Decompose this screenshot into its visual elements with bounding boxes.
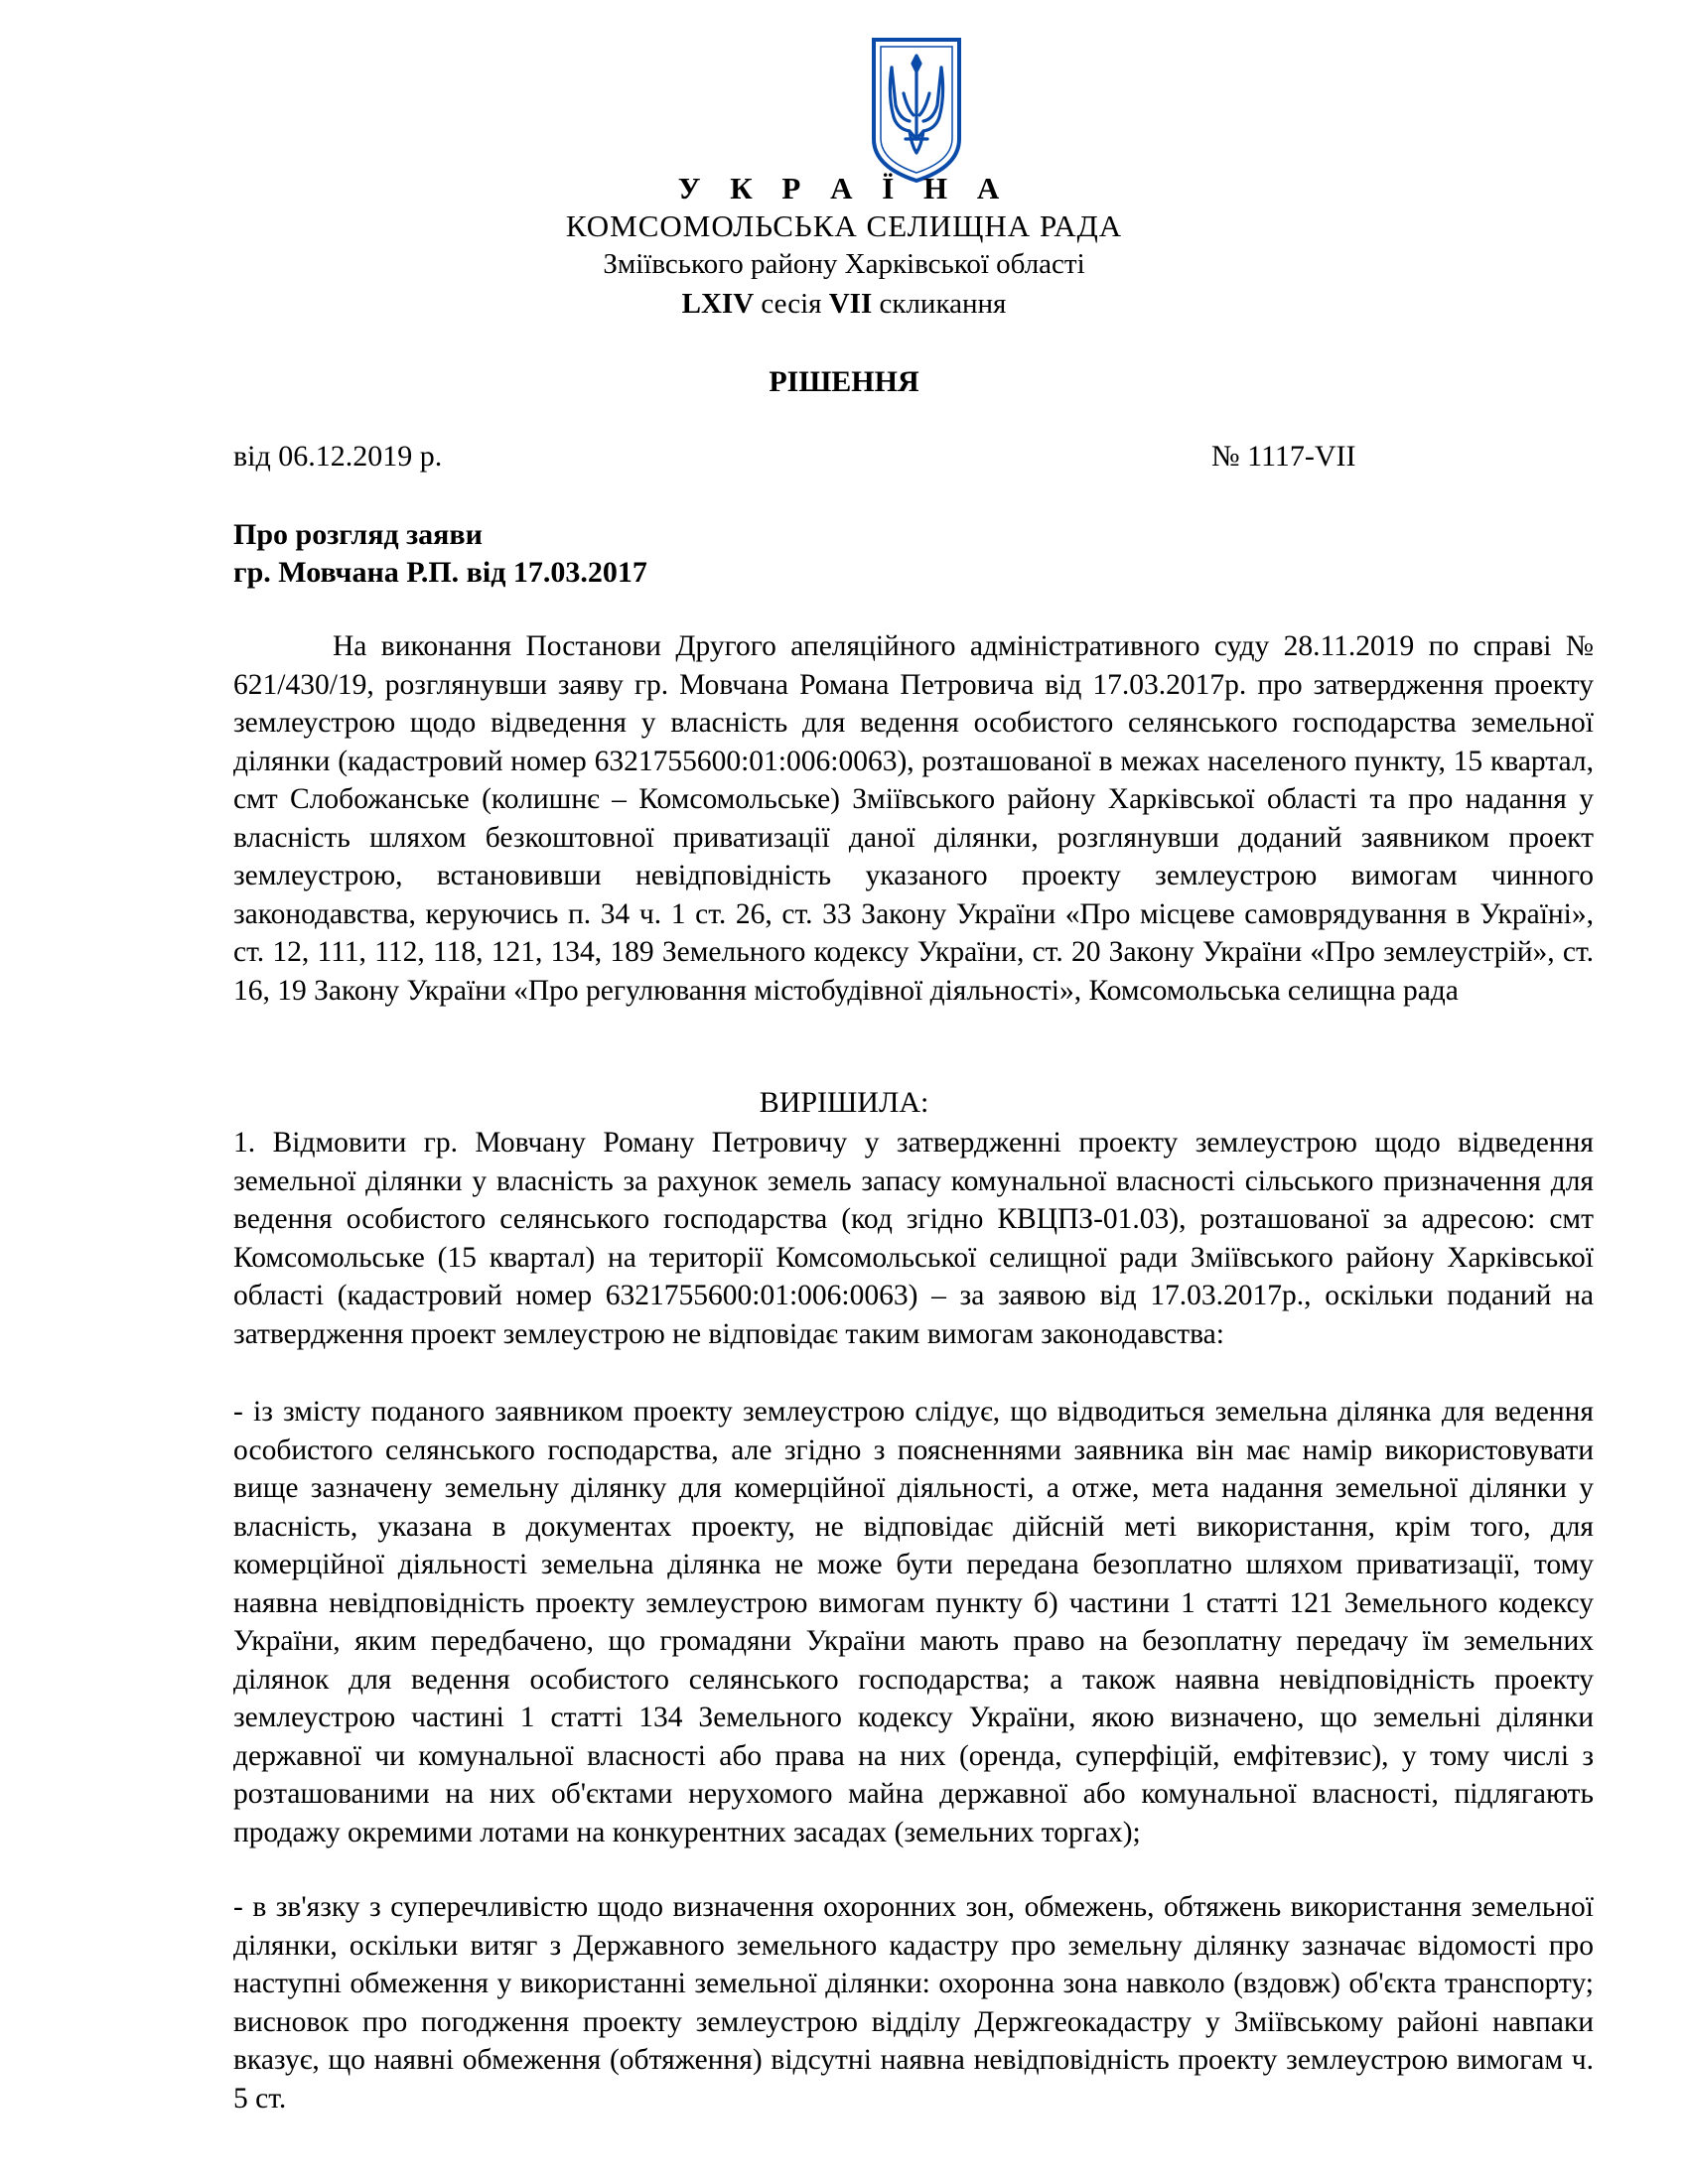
session-line: [0, 288, 1688, 321]
decision-item-1: 1. Відмовити гр. Мовчану Роману Петровичу у затвердженні проекту землеустрою щодо відведення земельної ділянки у власність за рахунок земель запасу комунальної власності сільського призначення для ведення особистого селянського господарства (код згідно КВЦПЗ-01.03), розташованої за адресою: смт Комсомольське (15 квартал) на території Комсомольської селищної ради Зміївського району Харківської області (кадастровий номер 6321755600:01:006:0063) – за заявою від 17.03.2017р., оскільки поданий на затвердження проект землеустрою не відповідає таким вимогам законодавства:: [233, 1127, 1594, 1350]
session-roman: LXIV: [681, 288, 755, 320]
trident-emblem-icon: [870, 36, 963, 185]
reason-bullet-2: - в зв'язку з суперечливістю щодо визначення охоронних зон, обмежень, обтяжень використання земельної ділянки, оскільки витяг з Державного земельного кадастру про земельну ділянку зазначає відомості про наступні обмеження у використанні земельної ділянки: охоронна зона навколо (вздовж) об'єкта транспорту; висновок про погодження проекту землеустрою відділу Держгеокадастру у Зміївському районі навпаки вказує, що наявні обмеження (обтяження) відсутні наявна невідповідність проекту землеустрою вимогам ч. 5 ст.: [233, 1891, 1594, 2115]
convocation-word: скликання: [872, 288, 1007, 320]
document-date: від 06.12.2019 р.: [233, 440, 443, 473]
reason-bullet-1: - із змісту поданого заявником проекту землеустрою слідує, що відводиться земельна ділянка для ведення особистого селянського господарства, але згідно з поясненнями заявника він має намір використовувати вище зазначену земельну ділянку для комерційної діяльності, а отже, мета надання земельної ділянки у власність, указана в документах проекту, не відповідає дійсній меті використання, крім того, для комерційної діяльності земельна ділянка не може бути передана безоплатно шляхом приватизації, тому наявна невідповідність проекту землеустрою вимогам пункту б) частини 1 статті 121 Земельного кодексу України, яким передбачено, що громадяни України мають право на безоплатну передачу їм земельних ділянок для ведення особистого селянського господарства; а також наявна невідповідність проекту землеустрою частині 1 статті 134 Земельного кодексу України, якою визначено, що земельні ділянки державної чи комунальної власності або права на них (оренда, суперфіцій, емфітевзис), у тому числі з розташованими на них об'єктами нерухомого майна державної або комунальної власності, підлягають продажу окремими лотами на конкурентних засадах (земельних торгах);: [233, 1396, 1594, 1848]
district-name: Зміївського району Харківської області: [603, 248, 1085, 280]
country-name: У К Р А Ї Н А: [677, 171, 1011, 205]
convocation-roman: VII: [828, 288, 873, 320]
subject-line-1: Про розгляд заяви: [233, 518, 483, 551]
document-number: № 1117-VII: [1211, 440, 1356, 473]
subject-line-2: гр. Мовчана Р.П. від 17.03.2017: [233, 556, 647, 589]
session-word: сесія: [754, 288, 829, 320]
document-subject: [233, 516, 647, 592]
preamble-paragraph: На виконання Постанови Другого апеляційного адміністративного суду 28.11.2019 по справі № 621/430/19, розглянувши заяву гр. Мовчана Романа Петровича від 17.03.2017р. про затвердження проекту землеустрою щодо відведення у власність для ведення особистого селянського господарства земельної ділянки (кадастровий номер 6321755600:01:006:0063), розташованої в межах населеного пункту, 15 квартал, смт Слобожанське (колишнє – Комсомольське) Зміївського району Харківської області та про надання у власність шляхом безкоштовної приватизації даної ділянки, розглянувши доданий заявником проект землеустрою, встановивши невідповідність указаного проекту землеустрою вимогам чинного законодавства, керуючись п. 34 ч. 1 ст. 26, ст. 33 Закону України «Про місцеве самоврядування в Україні», ст. 12, 111, 112, 118, 121, 134, 189 Земельного кодексу України, ст. 20 Закону України «Про землеустрій», ст. 16, 19 Закону України «Про регулювання містобудівної діяльності», Комсомольська селищна рада: [233, 630, 1594, 1007]
document-title: РІШЕННЯ: [769, 365, 919, 398]
resolved-heading: ВИРІШИЛА:: [759, 1086, 929, 1119]
council-name: КОМСОМОЛЬСЬКА СЕЛИЩНА РАДА: [565, 208, 1123, 243]
